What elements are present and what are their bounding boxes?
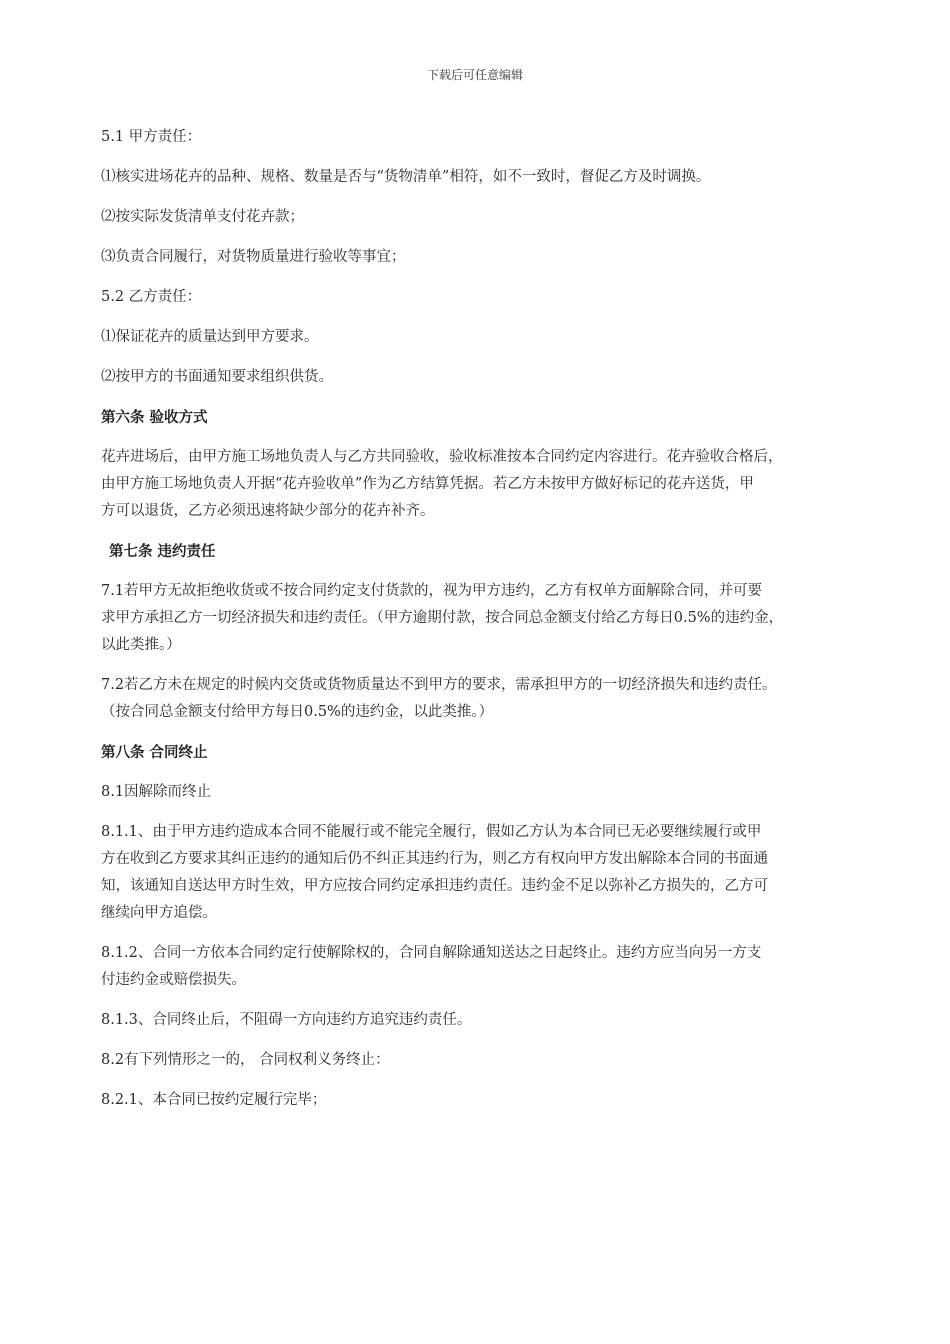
text-line: 8.1.3、合同终止后，不阻碍一方向违约方追究违约责任。	[101, 1012, 472, 1028]
text-line: 第七条 违约责任	[109, 543, 216, 560]
text-line: （按合同总金额支付给甲方每日0.5%的违约金，以此类推。）	[101, 704, 494, 720]
text-line: 由甲方施工场地负责人开据“花卉验收单”作为乙方结算凭据。若乙方未按甲方做好标记的花卉送货，甲	[101, 476, 754, 492]
text-line: 8.1.2、合同一方依本合同约定行使解除权的，合同自解除通知送达之日起终止。违约方应当向另一方支	[101, 945, 762, 961]
text-line: 8.2.1、本合同已按约定履行完毕；	[101, 1092, 327, 1108]
text-line: 方可以退货，乙方必须迅速将缺少部分的花卉补齐。	[101, 503, 435, 519]
text-line: 5.1 甲方责任：	[101, 129, 202, 145]
text-line: ⑴核实进场花卉的品种、规格、数量是否与“货物清单”相符，如不一致时，督促乙方及时调换。	[101, 169, 711, 185]
paragraph	[101, 940, 891, 994]
paragraph	[101, 779, 891, 806]
text-line: 5.2 乙方责任：	[101, 289, 202, 305]
text-line: ⑵按实际发货清单支付花卉款；	[101, 209, 304, 225]
paragraph	[101, 444, 891, 525]
text-line: 求甲方承担乙方一切经济损失和违约责任。（甲方逾期付款，按合同总金额支付给乙方每日0.5%的违约金，	[101, 610, 784, 626]
paragraph	[101, 672, 891, 726]
paragraph	[101, 1047, 891, 1074]
text-line: ⑶负责合同履行，对货物质量进行验收等事宜；	[101, 249, 406, 265]
paragraph	[101, 819, 891, 927]
text-line: 付违约金或赔偿损失。	[101, 972, 246, 988]
page-header: 下载后可任意编辑	[426, 68, 523, 82]
paragraph	[101, 1087, 891, 1114]
paragraph	[101, 324, 891, 351]
text-line: 方在收到乙方要求其纠正违约的通知后仍不纠正其违约行为，则乙方有权向甲方发出解除本合同的书面通	[101, 851, 768, 867]
text-line: 花卉进场后，由甲方施工场地负责人与乙方共同验收，验收标准按本合同约定内容进行。花卉验收合格后，	[101, 449, 783, 465]
paragraph	[101, 164, 891, 191]
text-line: 8.1因解除而终止	[101, 784, 212, 800]
text-line: ⑵按甲方的书面通知要求组织供货。	[101, 369, 333, 385]
text-line: ⑴保证花卉的质量达到甲方要求。	[101, 329, 319, 345]
text-line: 8.1.1、由于甲方违约造成本合同不能履行或不能完全履行，假如乙方认为本合同已无必要继续履行或甲	[101, 824, 762, 840]
paragraph	[101, 578, 891, 659]
text-line: 知，该通知自送达甲方时生效，甲方应按合同约定承担违约责任。违约金不足以弥补乙方损失的，乙方可	[101, 878, 768, 894]
text-line: 第八条 合同终止	[101, 744, 208, 761]
paragraph	[101, 364, 891, 391]
text-line: 8.2有下列情形之一的， 合同权利义务终止：	[101, 1052, 390, 1068]
section-heading	[101, 404, 891, 431]
document-body	[101, 124, 891, 1127]
paragraph	[101, 1007, 891, 1034]
section-heading	[101, 538, 891, 565]
section-heading	[101, 739, 891, 766]
text-line: 继续向甲方追偿。	[101, 905, 217, 921]
paragraph	[101, 244, 891, 271]
text-line: 7.2若乙方未在规定的时候内交货或货物质量达不到甲方的要求，需承担甲方的一切经济损失和违约责任。	[101, 677, 777, 693]
paragraph	[101, 284, 891, 311]
text-line: 第六条 验收方式	[101, 409, 208, 426]
text-line: 7.1若甲方无故拒绝收货或不按合同约定支付货款的，视为甲方违约，乙方有权单方面解除合同，并可要	[101, 583, 763, 599]
paragraph	[101, 124, 891, 151]
text-line: 以此类推。）	[101, 637, 181, 653]
paragraph	[101, 204, 891, 231]
